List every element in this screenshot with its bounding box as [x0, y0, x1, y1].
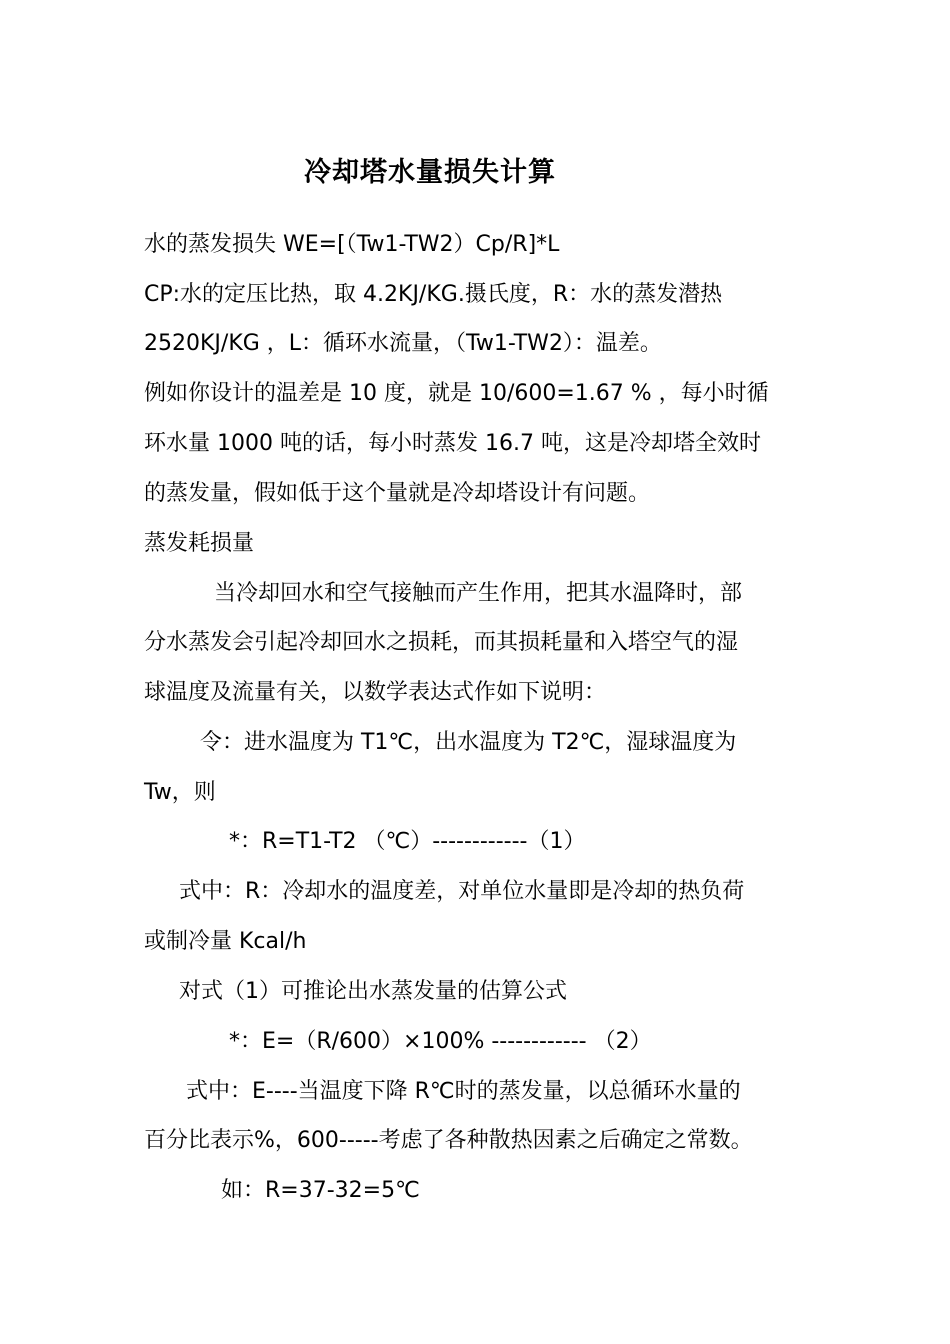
- section-heading: 蒸发耗损量: [144, 531, 255, 556]
- formula-evaporation-loss: 水的蒸发损失 WE=[（Tw1-TW2）Cp/R]*L: [144, 232, 560, 257]
- text-line: CP:水的定压比热，取 4.2KJ/KG.摄氏度，R：水的蒸发潜热: [144, 282, 723, 307]
- text-line: 的蒸发量，假如低于这个量就是冷却塔设计有问题。: [144, 481, 651, 506]
- formula-1: *：R=T1-T2 （℃）------------（1）: [229, 829, 586, 854]
- formula-2: *：E=（R/600）×100% ------------ （2）: [229, 1029, 652, 1054]
- text-line: 或制冷量 Kcal/h: [144, 929, 307, 954]
- text-line: 分水蒸发会引起冷却回水之损耗，而其损耗量和入塔空气的湿: [144, 630, 739, 655]
- example-line: 如：R=37-32=5℃: [221, 1178, 420, 1203]
- text-line: 令：进水温度为 T1℃，出水温度为 T2℃，湿球温度为: [200, 730, 737, 755]
- text-line: 式中：E----当温度下降 R℃时的蒸发量，以总循环水量的: [186, 1079, 741, 1104]
- text-line: 2520KJ/KG ，L：循环水流量，（Tw1-TW2）：温差。: [144, 331, 662, 356]
- text-line: Tw，则: [144, 780, 216, 805]
- text-line: 对式（1）可推论出水蒸发量的估算公式: [179, 979, 567, 1004]
- text-line: 环水量 1000 吨的话，每小时蒸发 16.7 吨，这是冷却塔全效时: [144, 431, 761, 456]
- text-line: 例如你设计的温差是 10 度，就是 10/600=1.67 % ，每小时循: [144, 381, 769, 406]
- text-line: 式中：R：冷却水的温度差，对单位水量即是冷却的热负荷: [179, 879, 745, 904]
- text-line: 百分比表示%，600-----考虑了各种散热因素之后确定之常数。: [144, 1128, 753, 1153]
- document-title: 冷却塔水量损失计算: [304, 157, 556, 188]
- text-line: 球温度及流量有关，以数学表达式作如下说明：: [144, 680, 607, 705]
- text-line: 当冷却回水和空气接触而产生作用，把其水温降时，部: [214, 581, 743, 606]
